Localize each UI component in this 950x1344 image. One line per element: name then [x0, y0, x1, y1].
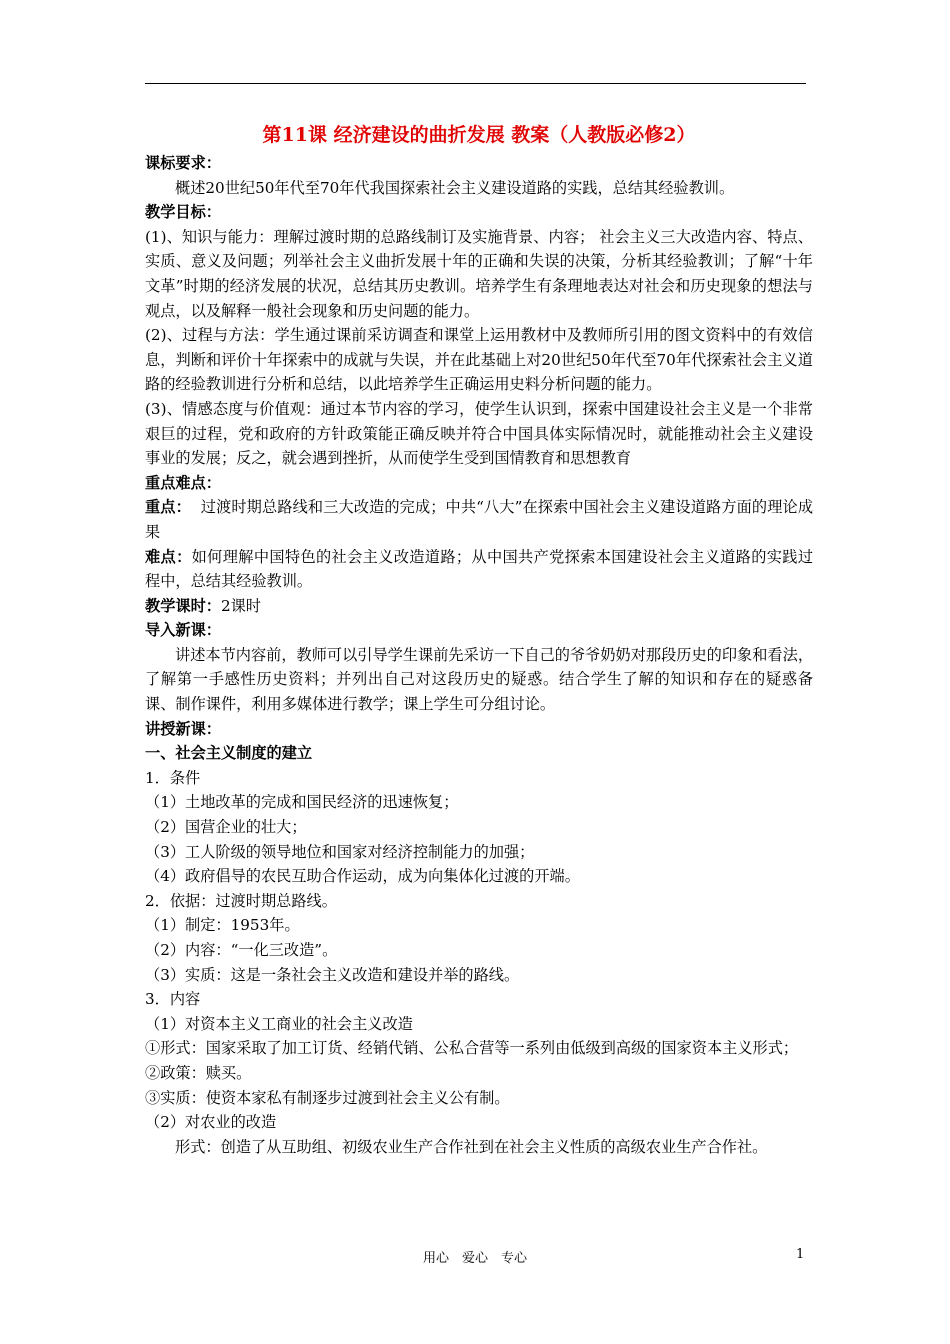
zhongdian-label: 重点： [145, 498, 191, 517]
nandian-paragraph [145, 545, 813, 594]
daoru-heading: 导入新课： [145, 621, 221, 640]
page-number: 1 [796, 1247, 805, 1262]
header-rule [145, 83, 806, 84]
nandian-heading: 重点难点： [145, 473, 221, 492]
body-line: （1）土地改革的完成和国民经济的迅速恢复； [145, 793, 459, 812]
body-line: 2．依据：过渡时期总路线。 [145, 891, 337, 910]
body-line-last: 形式：创造了从互助组、初级农业生产合作社到在社会主义性质的高级农业生产合作社。 [175, 1137, 768, 1156]
mubiao-item-3: (3)、情感态度与价值观：通过本节内容的学习，使学生认识到，探索中国建设社会主义是一个非常艰巨的过程，党和政府的方针政策能正确反映并符合中国具体实际情况时，就能推动社会主义建设事业的发展；反之，就会遇到挫折，从而使学生受到国情教育和思想教育 [145, 399, 813, 468]
body-line: （1）制定：1953年。 [145, 916, 300, 935]
body-line: ③实质：使资本家私有制逐步过渡到社会主义公有制。 [145, 1088, 510, 1107]
jiangshou-heading: 讲授新课： [145, 719, 221, 738]
zhongdian-text: 过渡时期总路线和三大改造的完成；中共“八大”在探索中国社会主义建设道路方面的理论成果 [145, 498, 814, 541]
body-line: ②政策：赎买。 [145, 1063, 252, 1082]
body-line: （3）工人阶级的领导地位和国家对经济控制能力的加强； [145, 842, 535, 861]
mubiao-item-2: (2)、过程与方法：学生通过课前采访调查和课堂上运用教材中及教师所引用的图文资料中的有效信息，判断和评价十年探索中的成就与失误，并在此基础上对20世纪50年代至70年代探索社会主义道路的经验教训进行分析和总结，以此培养学生正确运用史料分析问题的能力。 [145, 326, 813, 394]
daoru-text: 讲述本节内容前，教师可以引导学生课前先采访一下自己的爷爷奶奶对那段历史的印象和看法，了解第一手感性历史资料；并列出自己对这段历史的疑惑。结合学生了解的知识和存在的疑惑备课、制作课件，利用多媒体进行教学；课上学生可分组讨论。 [145, 645, 813, 714]
zhongdian-paragraph [145, 495, 813, 544]
mubiao-item-1: (1)、知识与能力：理解过渡时期的总路线制订及实施背景、内容； 社会主义三大改造内容、特点、实质、意义及问题；列举社会主义曲折发展十年的正确和失误的决策，分析其经验教训；了解“十年文革”时期的经济发展的状况，总结其历史教训。培养学生有条理地表达对社会和历史现象的想法与观点，以及解释一般社会现象和历史问题的能力。 [145, 227, 813, 320]
body-line: （3）实质：这是一条社会主义改造和建设并举的路线。 [145, 965, 520, 984]
body-line: 1．条件 [145, 768, 201, 787]
kebiao-text: 概述20世纪50年代至70年代我国探索社会主义建设道路的实践，总结其经验教训。 [175, 178, 735, 197]
body-line: （2）内容：“一化三改造”。 [145, 941, 338, 959]
kebiao-heading: 课标要求： [145, 154, 221, 172]
page-title: 第11课 经济建设的曲折发展 教案（人教版必修2） [262, 124, 696, 146]
body-line: （2）国营企业的壮大； [145, 818, 307, 837]
keshi-value: 2课时 [220, 596, 261, 615]
document-body [145, 122, 813, 1159]
nandian-text: 如何理解中国特色的社会主义改造道路；从中国共产党探索本国建设社会主义道路的实践过程中，总结其经验教训。 [145, 547, 814, 591]
nandian-label: 难点： [145, 547, 192, 566]
body-line: ①形式：国家采取了加工订货、经销代销、公私合营等一系列由低级到高级的国家资本主义形式； [145, 1039, 799, 1058]
body-line: 3．内容 [145, 990, 201, 1009]
body-line: （1）对资本主义工商业的社会主义改造 [145, 1014, 413, 1033]
body-line: （4）政府倡导的农民互助合作运动，成为向集体化过渡的开端。 [145, 867, 580, 886]
keshi-paragraph [145, 594, 813, 619]
mubiao-heading: 教学目标： [145, 203, 221, 222]
keshi-label: 教学课时： [145, 596, 221, 615]
footer-motto: 用心 爱心 专心 [422, 1251, 527, 1266]
body-line: （2）对农业的改造 [145, 1113, 277, 1132]
section-heading: 一、社会主义制度的建立 [145, 744, 313, 763]
